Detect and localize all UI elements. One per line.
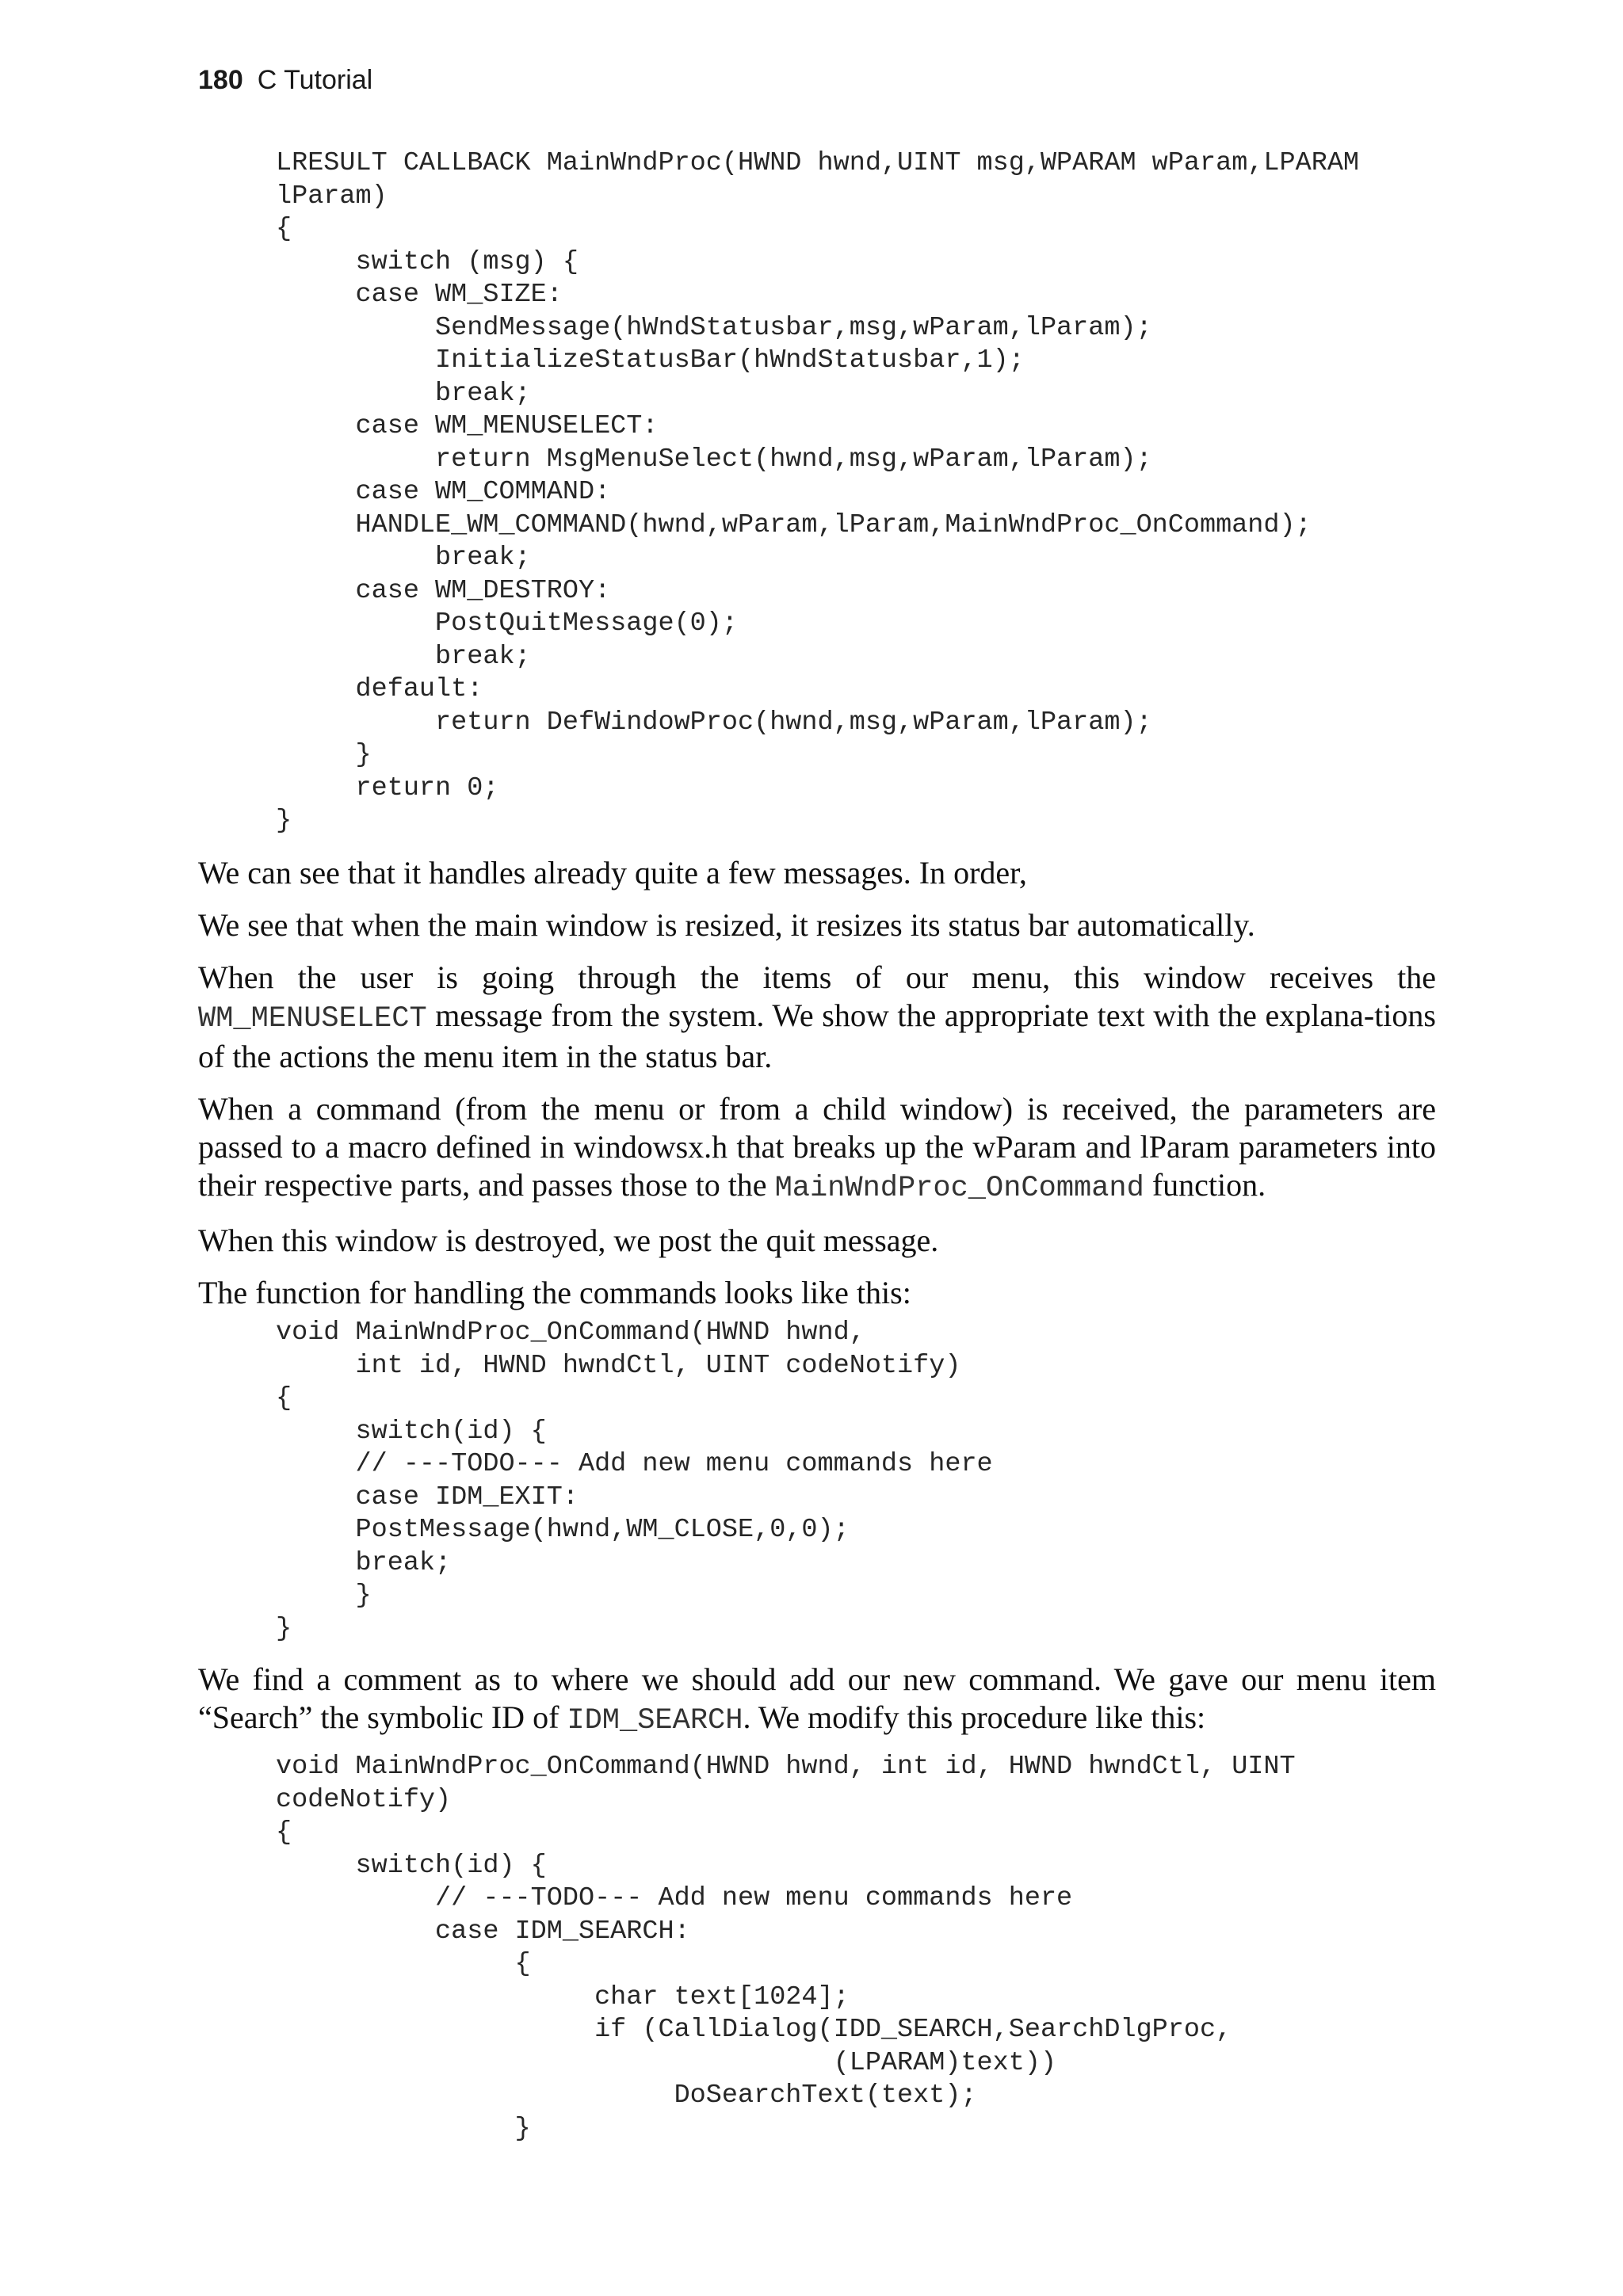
code-block-on-command: void MainWndProc_OnCommand(HWND hwnd, int id, HWND hwndCtl, UINT codeNotify) { switch(id) { // ---TODO--- Add new menu commands here case IDM_EXIT: PostMessage(hwnd,WM_CLOSE,0,0); break; } } bbox=[276, 1318, 993, 1644]
prose-section-1 bbox=[198, 854, 1436, 1312]
inline-code: IDM_SEARCH bbox=[567, 1704, 743, 1737]
inline-code: MainWndProc_OnCommand bbox=[774, 1172, 1144, 1205]
running-head bbox=[198, 65, 372, 113]
paragraph-text: message from the system. We show the appropriate text with the explana-tions of the actions the menu item in the status bar. bbox=[198, 997, 1436, 1074]
code-block-on-command-modified: void MainWndProc_OnCommand(HWND hwnd, int id, HWND hwndCtl, UINT codeNotify) { switch(id) { // ---TODO--- Add new menu commands here case IDM_SEARCH: { char text[1024]; if (CallDialog(IDD_SEARCH,SearchDlgProc, (LPARAM)text)) DoSearchText(text); } bbox=[276, 1752, 1296, 2144]
paragraph-text: . We modify this procedure like this: bbox=[743, 1699, 1206, 1735]
paragraph: When this window is destroyed, we post the quit message. bbox=[198, 1222, 939, 1258]
paragraph: The function for handling the commands looks like this: bbox=[198, 1275, 911, 1310]
paragraph: We can see that it handles already quite a few messages. In order, bbox=[198, 855, 1027, 891]
page-number: 180 bbox=[198, 65, 243, 95]
paragraph bbox=[198, 1090, 1436, 1207]
inline-code: WM_MENUSELECT bbox=[198, 1002, 427, 1035]
prose-section-2 bbox=[198, 1661, 1436, 1740]
paragraph-text: function. bbox=[1144, 1167, 1266, 1203]
paragraph-text: When a command (from the menu or from a child window) is received, the parameters are passed to a macro defined in windowsx.h that breaks up the wParam and lParam parameters into their respective parts, and passes those to the bbox=[198, 1091, 1436, 1203]
paragraph-text: We find a comment as to where we should add our new command. We gave our menu item “Search” the symbolic ID of bbox=[198, 1661, 1436, 1735]
paragraph bbox=[198, 959, 1436, 1076]
paragraph-text: When the user is going through the items of our menu, this window receives the bbox=[198, 959, 1436, 995]
book-title: C Tutorial bbox=[257, 65, 373, 95]
paragraph bbox=[198, 1661, 1436, 1740]
code-block-main-wnd-proc: LRESULT CALLBACK MainWndProc(HWND hwnd,UINT msg,WPARAM wParam,LPARAM lParam) { switch (msg) { case WM_SIZE: SendMessage(hWndStatusbar,msg,wParam,lParam); InitializeStatusBar(hWndStatusbar,1); break; case WM_MENUSELECT: return MsgMenuSelect(hwnd,msg,wParam,lParam); case WM_COMMAND: HANDLE_WM_COMMAND(hwnd,wParam,lParam,MainWndProc_OnCommand); break; case WM_DESTROY: PostQuitMessage(0); break; default: return DefWindowProc(hwnd,msg,wParam,lParam); } return 0; } bbox=[276, 148, 1360, 836]
paragraph: We see that when the main window is resized, it resizes its status bar automatically. bbox=[198, 907, 1255, 943]
